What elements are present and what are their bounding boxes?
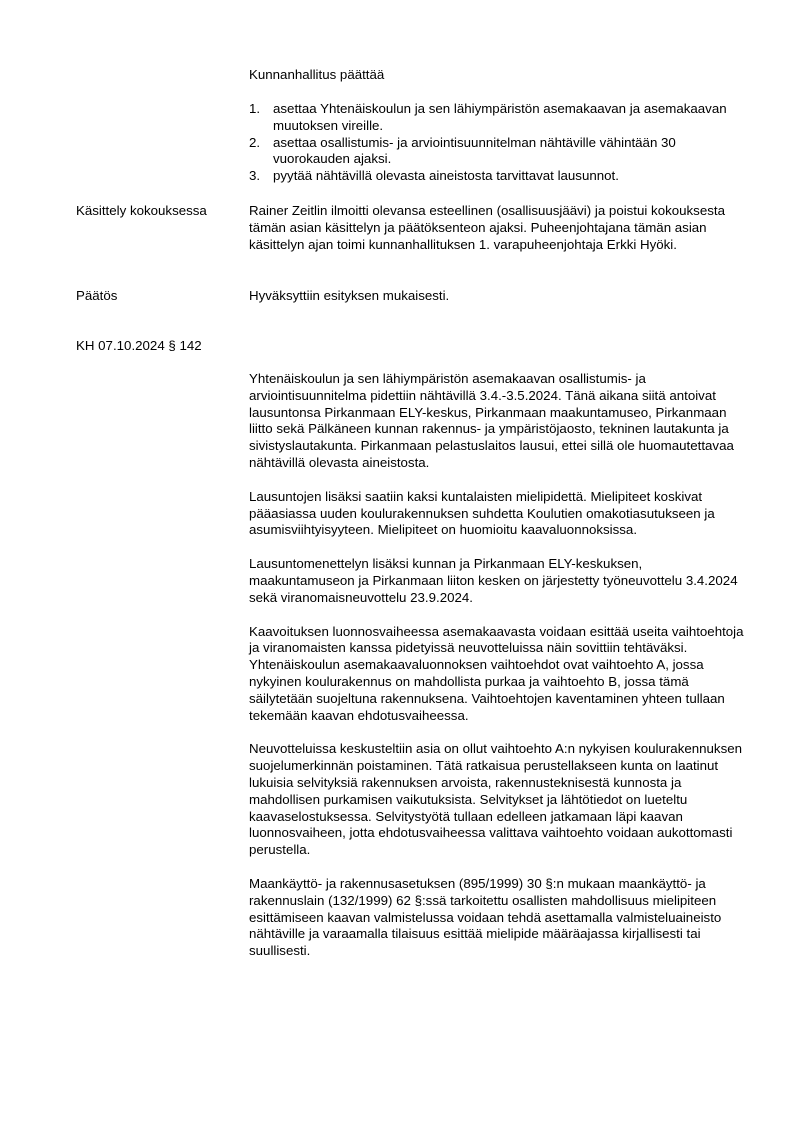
body-paragraph: Lausuntojen lisäksi saatiin kaksi kuntalaisten mielipidettä. Mielipiteet koskivat pääasiassa uuden koulurakennuksen suhdetta Koulutien omakotiasutukseen ja asumisviihtyisyyteen. Mielipiteet on huomioitu kaavaluonnoksissa.: [249, 488, 715, 538]
decision-text: pyytää nähtävillä olevasta aineistosta tarvittavat lausunnot.: [273, 168, 619, 184]
body-paragraph: Maankäyttö- ja rakennusasetuksen (895/1999) 30 §:n mukaan maankäyttö- ja rakennuslain (132/1999) 62 §:ssä tarkoitettu osallisten mahdollisuus mielipiteen esittämiseen kaavan valmistelussa voidaan tehdä asettamalla valmisteluaineisto nähtäville ja varaamalla tilaisuus esittää mielipide määräajassa kirjallisesti tai suullisesti.: [249, 875, 722, 959]
decision-item: [249, 135, 729, 169]
body-paragraph: Kaavoituksen luonnosvaiheessa asemakaavasta voidaan esittää useita vaihtoehtoja ja viranomaisten kanssa pidetyissä neuvotteluissa näin sovittiin tehtäväksi. Yhtenäiskoulun asemakaavaluonnoksen vaihtoehdot ovat vaihtoehto A, jossa nykyinen koulurakennus on mahdollista purkaa ja vaihtoehto B, jossa tämä säilytetään suojeltuna rakennuksena. Vaihtoehtojen kaventaminen yhteen tullaan tekemään kaavan ehdotusvaiheessa.: [249, 623, 744, 723]
body-paragraph: Lausuntomenettelyn lisäksi kunnan ja Pirkanmaan ELY-keskuksen, maakuntamuseon ja Pirkanmaan liiton kesken on järjestetty työneuvottelu 3.4.2024 sekä viranomaisneuvottelu 23.9.2024.: [249, 556, 738, 605]
section-header: KH 07.10.2024 § 142: [76, 338, 202, 353]
body-paragraph: Yhtenäiskoulun ja sen lähiympäristön asemakaavan osallistumis- ja arviointisuunnitelma pidettiin nähtävillä 3.4.-3.5.2024. Tänä aikana siitä antoivat lausuntonsa Pirkanmaan ELY-keskus, Pirkanmaan maakuntamuseo, Pirkanmaan liitto sekä Pälkäneen kunnan rakennus- ja ympäristöjaosto, tekninen lautakunta ja sivistyslautakunta. Pirkanmaan pelastuslaitos lausui, ettei sillä ole huomautettavaa nähtävillä olevasta aineistosta.: [249, 371, 734, 470]
kasittely-label: Käsittely kokouksessa: [76, 203, 207, 218]
paatos-label: Päätös: [76, 288, 118, 303]
decision-item: [249, 101, 729, 135]
decision-text: asettaa osallistumis- ja arviointisuunnitelman nähtäville vähintään 30 vuorokauden ajaksi.: [273, 134, 676, 167]
decision-item: [249, 168, 729, 185]
decision-number: 3.: [249, 168, 261, 184]
decision-intro: Kunnanhallitus päättää: [249, 67, 385, 82]
paatos-text: Hyväksyttiin esityksen mukaisesti.: [249, 288, 450, 303]
body-text: [249, 371, 747, 960]
decision-text: asettaa Yhtenäiskoulun ja sen lähiympäristön asemakaavan ja asemakaavan muutoksen vireille.: [273, 101, 727, 133]
decision-number: 1.: [249, 101, 261, 116]
kasittely-text: Rainer Zeitlin ilmoitti olevansa esteellinen (osallisuusjäävi) ja poistui kokouksesta tämän asian käsittelyn ja päätöksenteon ajaksi. Puheenjohtajana tämän asian käsittelyn ajan toimi kunnanhallituksen 1. varapuheenjohtaja Erkki Hyöki.: [249, 203, 725, 252]
decision-number: 2.: [249, 134, 261, 150]
decision-list: [249, 101, 729, 185]
body-paragraph: Neuvotteluissa keskusteltiin asia on ollut vaihtoehto A:n nykyisen koulurakennuksen suojelumerkinnän poistaminen. Tätä ratkaisua perustellakseen kunta on laatinut lukuisia selvityksiä rakennuksen arvoista, rakennusteknisestä kunnosta ja mahdollisen purkamisen vaikutuksista. Selvitykset ja lähtötiedot on lueteltu kaavaselostuksessa. Selvitystyötä tullaan edelleen jatkamaan läpi kaavan luonnosvaiheen, jotta ehdotusvaiheessa valittava vaihtoehto voidaan aukottomasti perustella.: [249, 741, 743, 858]
